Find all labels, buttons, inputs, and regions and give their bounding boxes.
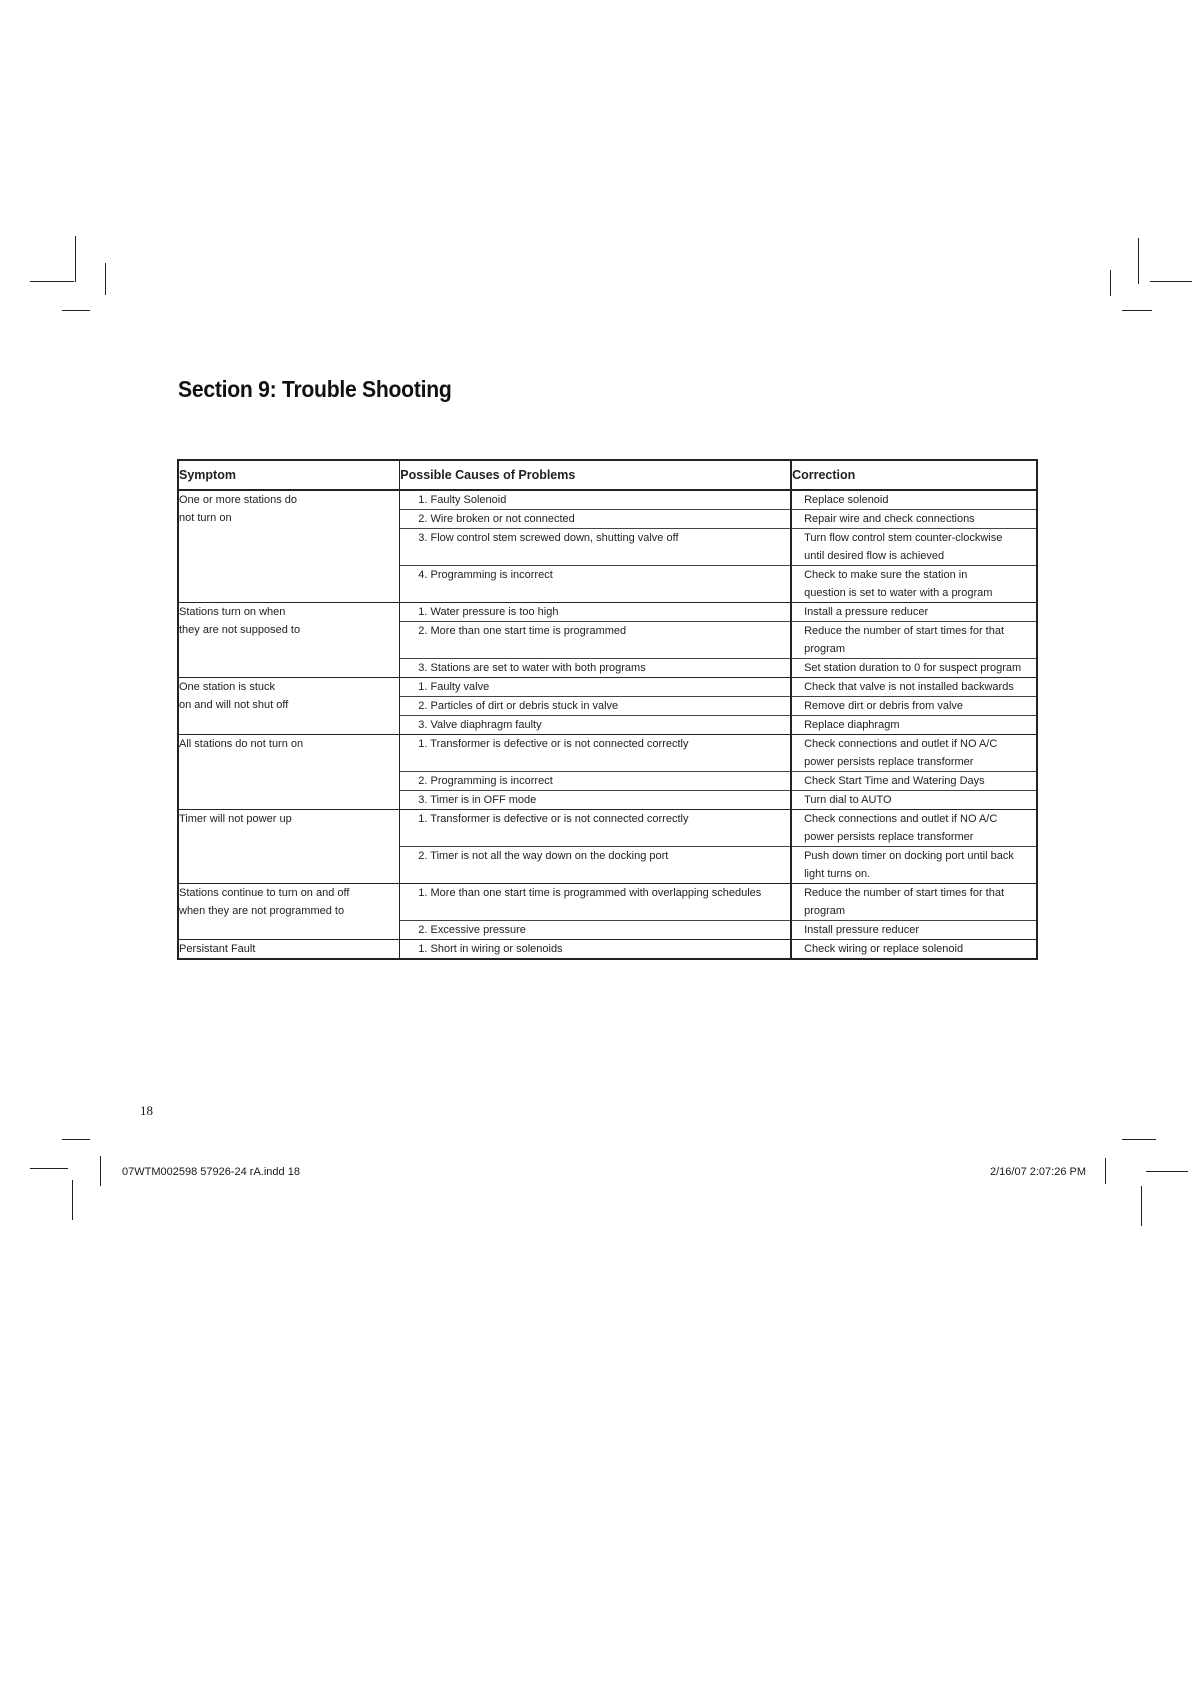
table-row: [178, 603, 1037, 678]
correction-text: Reduce the number of start times for that: [804, 625, 1005, 637]
cause-text: 1. Faulty Solenoid: [400, 491, 790, 510]
cause-text: 3. Timer is in OFF mode: [418, 794, 537, 806]
correction-text: program: [792, 902, 1036, 921]
corrections-cell: [791, 810, 1037, 884]
page-number: 18: [140, 1103, 153, 1118]
cause-text: 4. Programming is incorrect: [418, 569, 553, 581]
correction-text: Remove dirt or debris from valve: [792, 697, 1036, 716]
symptom-text: Stations turn on when: [179, 606, 286, 618]
cause-text: 2. Particles of dirt or debris stuck in valve: [400, 697, 790, 716]
cause-text: 2. Wire broken or not connected: [400, 510, 790, 529]
correction-text: Turn flow control stem counter-clockwise: [804, 532, 1003, 544]
symptom-text: Stations continue to turn on and off: [179, 887, 350, 899]
page-title: Section 9: Trouble Shooting: [178, 376, 452, 402]
footer-file-slug: 07WTM002598 57926-24 rA.indd 18: [122, 1166, 300, 1178]
cause-text: 1. Short in wiring or solenoids: [418, 943, 563, 955]
correction-text: Check that valve is not installed backwards: [792, 678, 1036, 697]
symptom-text: Timer will not power up: [179, 813, 292, 825]
cause-text: 2. Programming is incorrect: [400, 772, 790, 791]
correction-text: Install a pressure reducer: [792, 603, 1036, 622]
table-row: [178, 810, 1037, 884]
cause-text: 3. Flow control stem screwed down, shutting valve off: [418, 532, 679, 544]
cause-text: [400, 584, 790, 602]
column-header-symptom: Symptom: [178, 460, 400, 490]
correction-text: Check connections and outlet if NO A/C: [804, 738, 998, 750]
causes-cell: [400, 940, 791, 960]
cause-text: 3. Valve diaphragm faulty: [418, 719, 542, 731]
symptom-text: they are not supposed to: [179, 624, 301, 636]
cause-text: [400, 865, 790, 883]
correction-text: Check connections and outlet if NO A/C: [804, 813, 998, 825]
correction-text: Replace solenoid: [792, 491, 1036, 510]
correction-text: Reduce the number of start times for that: [804, 887, 1005, 899]
correction-text: power persists replace transformer: [792, 828, 1036, 847]
correction-text: Check wiring or replace solenoid: [804, 943, 964, 955]
symptom-cell: [178, 678, 400, 735]
cause-text: 1. Transformer is defective or is not connected correctly: [418, 813, 689, 825]
cause-text: [400, 640, 790, 659]
causes-cell: [400, 490, 791, 603]
causes-cell: [400, 603, 791, 678]
corrections-cell: [791, 490, 1037, 603]
correction-text: until desired flow is achieved: [792, 547, 1036, 566]
symptom-cell: [178, 940, 400, 960]
corrections-cell: [791, 735, 1037, 810]
correction-text: Install pressure reducer: [804, 924, 920, 936]
cause-text: [400, 828, 790, 847]
symptom-text: One or more stations do: [179, 494, 298, 506]
cause-text: [400, 902, 790, 921]
cause-text: [400, 547, 790, 566]
symptom-cell: [178, 490, 400, 603]
column-header-correction: Correction: [791, 460, 1037, 490]
causes-cell: [400, 735, 791, 810]
corrections-cell: [791, 603, 1037, 678]
table-row: [178, 678, 1037, 735]
cause-text: 1. More than one start time is programmed with overlapping schedules: [418, 887, 762, 899]
correction-text: Check to make sure the station in: [804, 569, 968, 581]
causes-cell: [400, 810, 791, 884]
table-row: [178, 884, 1037, 940]
symptom-cell: [178, 810, 400, 884]
cause-text: 1. Faulty valve: [400, 678, 790, 697]
cause-text: 2. Timer is not all the way down on the docking port: [418, 850, 669, 862]
correction-text: Turn dial to AUTO: [804, 794, 892, 806]
table-header-row: [178, 460, 1037, 490]
correction-text: Repair wire and check connections: [792, 510, 1036, 529]
corrections-cell: [791, 884, 1037, 940]
cause-text: 3. Stations are set to water with both programs: [418, 662, 646, 674]
correction-text: light turns on.: [804, 868, 871, 880]
corrections-cell: [791, 940, 1037, 960]
symptom-text: not turn on: [179, 512, 232, 524]
cause-text: 2. More than one start time is programmed: [418, 625, 627, 637]
table-row: [178, 490, 1037, 603]
column-header-causes: Possible Causes of Problems: [400, 460, 791, 490]
cause-text: 1. Water pressure is too high: [400, 603, 790, 622]
causes-cell: [400, 884, 791, 940]
table-row: [178, 940, 1037, 960]
cause-text: 2. Excessive pressure: [418, 924, 526, 936]
symptom-cell: [178, 603, 400, 678]
cause-text: 1. Transformer is defective or is not connected correctly: [418, 738, 689, 750]
troubleshooting-table: [177, 459, 1038, 960]
table-body: [178, 490, 1037, 959]
symptom-text: Persistant Fault: [179, 943, 256, 955]
correction-text: Set station duration to 0 for suspect program: [804, 662, 1022, 674]
symptom-cell: [178, 884, 400, 940]
correction-text: Push down timer on docking port until back: [804, 850, 1014, 862]
correction-text: question is set to water with a program: [804, 587, 993, 599]
symptom-text: All stations do not turn on: [179, 738, 304, 750]
symptom-text: One station is stuck: [179, 681, 275, 693]
footer-timestamp: 2/16/07 2:07:26 PM: [990, 1166, 1087, 1178]
symptom-text: when they are not programmed to: [179, 905, 345, 917]
cause-text: [400, 753, 790, 772]
causes-cell: [400, 678, 791, 735]
correction-text: power persists replace transformer: [792, 753, 1036, 772]
table-row: [178, 735, 1037, 810]
correction-text: Replace diaphragm: [804, 719, 900, 731]
symptom-text: on and will not shut off: [179, 699, 289, 711]
correction-text: program: [792, 640, 1036, 659]
correction-text: Check Start Time and Watering Days: [792, 772, 1036, 791]
corrections-cell: [791, 678, 1037, 735]
symptom-cell: [178, 735, 400, 810]
